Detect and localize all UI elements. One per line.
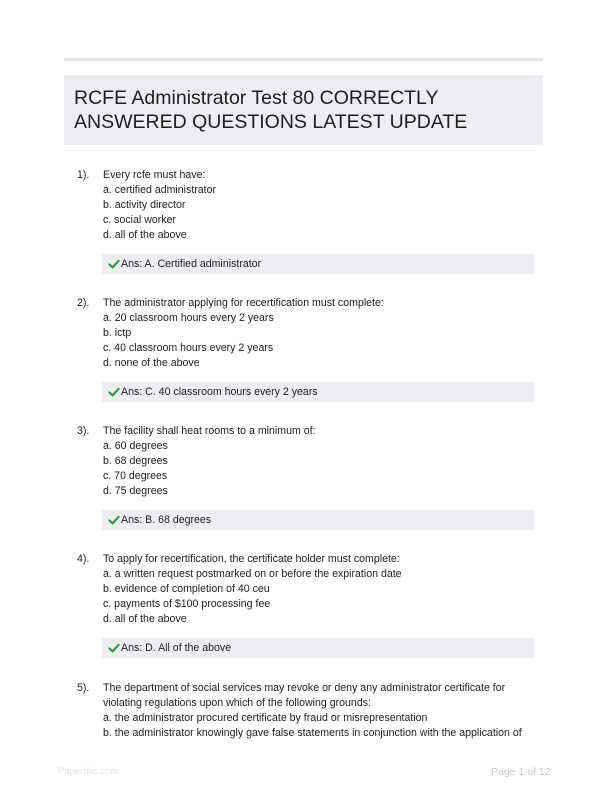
check-icon — [108, 642, 120, 654]
answer-box — [102, 510, 534, 530]
option-a: a. certified administrator — [103, 184, 217, 196]
option-d: d. all of the above — [103, 229, 187, 241]
question-text: Every rcfe must have: — [103, 169, 206, 181]
question-number: 1). — [77, 169, 90, 181]
option-a: a. the administrator procured certificate by fraud or misrepresentation — [103, 712, 428, 724]
question-text: To apply for recertification, the certificate holder must complete: — [103, 553, 400, 565]
answer-box — [102, 638, 534, 658]
option-c: c. 40 classroom hours every 2 years — [103, 342, 274, 354]
page-indicator: Page 1 of 12 — [491, 766, 551, 778]
option-c: c. payments of $100 processing fee — [103, 598, 271, 610]
question-number: 4). — [77, 553, 90, 565]
option-d: d. 75 degrees — [103, 485, 168, 497]
answer-text: Ans: A. Certified administrator — [121, 258, 262, 270]
title-banner — [64, 75, 543, 145]
header-rule — [64, 58, 543, 61]
question-number: 3). — [77, 425, 90, 437]
option-a: a. 60 degrees — [103, 440, 168, 452]
check-icon — [108, 258, 120, 270]
option-c: c. social worker — [103, 214, 176, 226]
question-number: 2). — [77, 297, 90, 309]
answer-box — [102, 254, 534, 274]
question-text: The administrator applying for recertification must complete: — [103, 297, 384, 309]
option-d: d. all of the above — [103, 613, 187, 625]
option-b: b. evidence of completion of 40 ceu — [103, 583, 270, 595]
question-number: 5). — [77, 682, 90, 694]
question-text: The department of social services may revoke or deny any administrator certificate for violating regulations upon which of the following grounds: — [103, 682, 506, 709]
option-c: c. 70 degrees — [103, 470, 168, 482]
option-d: d. none of the above — [103, 357, 200, 369]
option-b: b. ictp — [103, 327, 132, 339]
check-icon — [108, 514, 120, 526]
option-b: b. the administrator knowingly gave false statements in conjunction with the application of — [103, 727, 522, 739]
option-b: b. activity director — [103, 199, 186, 211]
answer-text: Ans: B. 68 degrees — [121, 514, 212, 526]
footer-watermark: Paperblic.com — [58, 766, 119, 777]
page-title: RCFE Administrator Test 80 CORRECTLY ANSWERED QUESTIONS LATEST UPDATE — [74, 87, 468, 133]
answer-text: Ans: C. 40 classroom hours every 2 years — [121, 386, 318, 398]
check-icon — [108, 386, 120, 398]
answer-box — [102, 382, 534, 402]
question-text: The facility shall heat rooms to a minimum of: — [103, 425, 316, 437]
option-b: b. 68 degrees — [103, 455, 168, 467]
option-a: a. 20 classroom hours every 2 years — [103, 312, 274, 324]
answer-text: Ans: D. All of the above — [121, 642, 232, 654]
option-a: a. a written request postmarked on or before the expiration date — [103, 568, 402, 580]
